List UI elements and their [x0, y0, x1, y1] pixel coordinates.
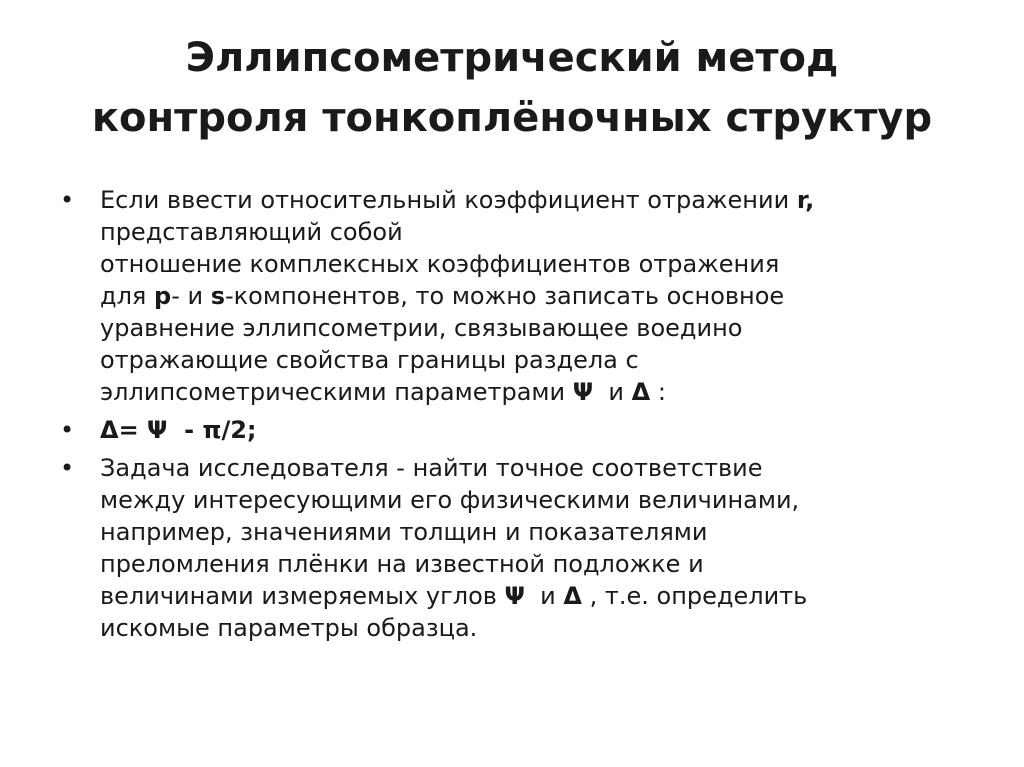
title-line-1: Эллипсометрический метод: [185, 35, 839, 81]
text-run: и: [593, 378, 632, 406]
bullet-3-line-6: искомые параметры образца.: [100, 614, 478, 642]
title-line-2: контроля тонкоплёночных структур: [91, 95, 933, 141]
bold-delta: Δ: [563, 582, 582, 610]
bullet-1-line-2: представляющий собой: [100, 218, 403, 246]
text-run: для: [100, 282, 154, 310]
bullet-3-line-4: преломления плёнки на известной подложке и: [100, 550, 704, 578]
text-run: величинами измеряемых углов: [100, 582, 505, 610]
bold-psi: Ψ: [572, 378, 594, 406]
bullet-1-line-1: [100, 184, 958, 216]
bullet-1-line-5: уравнение эллипсометрии, связывающее воедино: [100, 314, 743, 342]
text-run: эллипсометрическими параметрами: [100, 378, 573, 406]
word: отношение: [100, 250, 242, 278]
word: коэффициентов: [426, 250, 631, 278]
bullet-list: [58, 184, 958, 644]
bullet-dot: •: [60, 416, 75, 444]
bullet-item-3: [58, 452, 958, 644]
bullet-2-line-1: [100, 414, 958, 446]
bullet-3-line-2: между интересующими его физическими величинами,: [100, 486, 800, 514]
text-run: и: [524, 582, 564, 610]
bullet-3-line-5: [100, 580, 958, 612]
bold-s: s: [210, 282, 225, 310]
text-run: , т.е. определить: [581, 582, 808, 610]
slide-title: [40, 28, 984, 148]
bullet-dot: •: [60, 454, 75, 482]
text-run: :: [650, 378, 666, 406]
bullet-3-line-3: например, значениями толщин и показателями: [100, 518, 708, 546]
text-run: Если ввести относительный коэффициент отражении: [100, 186, 797, 214]
bullet-item-2: [58, 414, 958, 446]
bullet-1-line-6: отражающие свойства границы раздела с: [100, 346, 639, 374]
bold-p: p: [154, 282, 172, 310]
bullet-dot: •: [60, 186, 75, 214]
text-run: -компонентов, то можно записать основное: [225, 282, 785, 310]
text-run: - и: [171, 282, 211, 310]
bold-r: r,: [796, 186, 815, 214]
bullet-3-line-1: Задача исследователя - найти точное соответствие: [100, 454, 763, 482]
bold-delta: Δ: [631, 378, 651, 406]
bullet-1-line-3: [100, 248, 928, 280]
bullet-1-line-7: [100, 376, 958, 408]
bullet-1-line-4: [100, 280, 958, 312]
formula: Δ= Ψ - π/2;: [100, 416, 257, 444]
word: комплексных: [249, 250, 420, 278]
bullet-item-1: [58, 184, 958, 408]
bold-psi: Ψ: [504, 582, 525, 610]
word: отражения: [638, 250, 780, 278]
